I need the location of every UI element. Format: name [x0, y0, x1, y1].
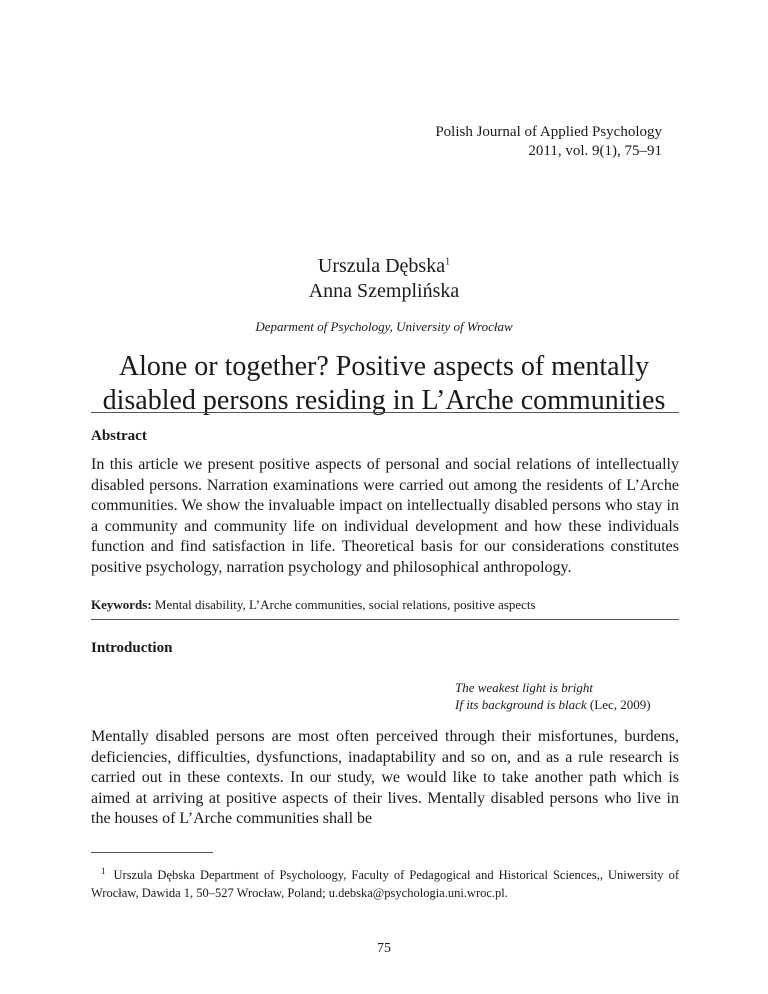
abstract-heading: Abstract	[91, 428, 147, 444]
authors	[0, 254, 768, 304]
abstract-bottom-rule	[91, 619, 679, 620]
page-number: 75	[377, 941, 391, 956]
paper-title	[90, 350, 678, 418]
author-1-name: Urszula Dębska	[317, 255, 446, 277]
epigraph-line-2: If its background is black	[455, 697, 587, 712]
introduction-paragraph: Mentally disabled persons are most often perceived through their misfortunes, burdens, deficiencies, difficulties, dysfunctions, inadaptability and so on, and as a rule research is carried out in these contexts. In our study, we would like to take another path which is aimed at arriving at positive aspects of their lives. Mentally disabled persons who live in the houses of L’Arche communities shall be	[91, 728, 679, 827]
abstract-text: In this article we present positive aspects of personal and social relations of intellectually disabled persons. Narration examinations were carried out among the residents of L’Arche communities. We show the invaluable impact on intellectually disabled persons who stay in a community and community life on individual development and how these individuals function and find satisfaction in life. Theoretical basis for our considerations constitutes positive psychology, narration psychology and philosophical anthropology.	[91, 456, 679, 576]
author-1	[0, 254, 768, 279]
paper-title-line-2: disabled persons residing in L’Arche communities	[102, 385, 666, 416]
keywords-text: Mental disability, L’Arche communities, social relations, positive aspects	[154, 597, 536, 612]
author-2: Anna Szemplińska	[308, 280, 460, 302]
epigraph-line-2-wrap	[455, 696, 651, 713]
author-1-footnote-mark: 1	[445, 256, 451, 268]
keywords	[91, 597, 679, 613]
footnote	[91, 862, 679, 902]
epigraph	[455, 679, 651, 713]
abstract-top-rule	[91, 412, 679, 413]
affiliation: Deparment of Psychology, University of Wrocław	[255, 319, 513, 334]
journal-name: Polish Journal of Applied Psychology	[435, 124, 662, 140]
journal-header	[435, 123, 662, 161]
footnote-mark: 1	[101, 866, 106, 876]
footnote-text: Urszula Dębska Department of Psycholoogy, Faculty of Pedagogical and Historical Sciences,, Uniwersity of Wrocław, Dawida 1, 50–527 Wrocław, Poland; u.debska@psychologia.uni.wroc.pl.	[91, 868, 679, 901]
footnote-rule	[91, 852, 213, 853]
epigraph-line-1: The weakest light is bright	[455, 680, 593, 695]
epigraph-citation: (Lec, 2009)	[589, 697, 651, 712]
journal-volume: 2011, vol. 9(1), 75–91	[528, 143, 662, 159]
keywords-label: Keywords:	[91, 597, 152, 612]
paper-title-line-1: Alone or together? Positive aspects of mentally	[118, 351, 650, 382]
introduction-heading: Introduction	[91, 640, 173, 656]
